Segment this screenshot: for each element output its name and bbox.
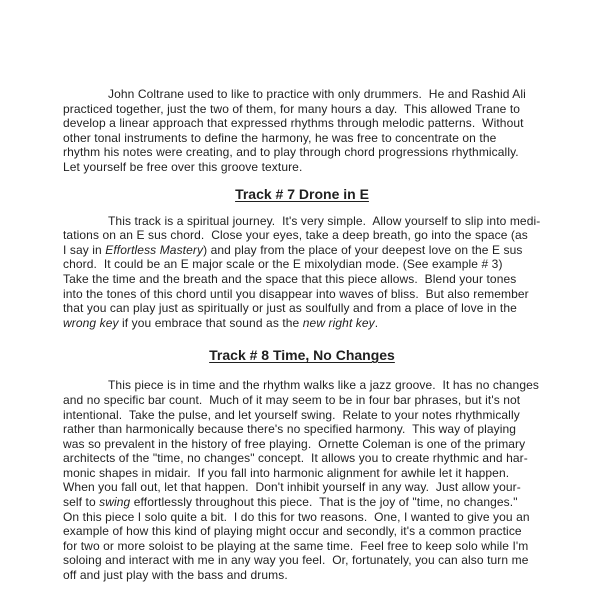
text-line: [63, 301, 541, 316]
text-segment: architects of the "time, no changes" concept. It allows you to create rhythmic and har-: [63, 451, 528, 466]
text-line: [63, 145, 541, 160]
text-segment: off and just play with the bass and drums.: [63, 568, 288, 583]
text-segment: for two or more soloist to be playing at the same time. Feel free to keep solo while I'm: [63, 538, 529, 553]
text-line: [63, 480, 541, 495]
text-line: [63, 451, 541, 466]
text-segment: example of how this kind of playing might occur and secondly, it's a common practice: [63, 524, 522, 539]
text-line: [63, 378, 541, 393]
text-line: [63, 228, 541, 243]
text-line: [63, 466, 541, 481]
text-segment: swing: [99, 495, 131, 510]
text-segment: John Coltrane used to like to practice with only drummers. He and Rashid Ali: [108, 87, 526, 101]
text-line: [63, 87, 541, 102]
text-segment: into the tones of this chord until you disappear into waves of bliss. But also remember: [63, 286, 529, 301]
text-line: [63, 316, 541, 331]
text-line: [63, 214, 541, 229]
text-segment: wrong key: [63, 315, 119, 330]
text-line: [63, 510, 541, 525]
text-segment: soloing and interact with me in any way you feel. Or, fortunately, you can also turn me: [63, 553, 529, 568]
text-line: [63, 408, 541, 423]
text-segment: monic shapes in midair. If you fall into harmonic alignment for awhile let it happen.: [63, 465, 510, 480]
text-line: [63, 568, 541, 583]
text-segment: I say in: [63, 242, 106, 257]
text-segment: other tonal instruments to define the harmony, he was free to concentrate on the: [63, 130, 497, 145]
text-segment: if you embrace that sound as the: [118, 315, 303, 330]
text-segment: effortlessly throughout this piece. That is the joy of "time, no changes.": [130, 495, 518, 510]
paragraph-coltrane-intro: [63, 87, 541, 175]
text-line: [63, 102, 541, 117]
text-line: [63, 160, 541, 175]
text-line: [63, 243, 541, 258]
text-segment: Take the time and the breath and the space that this piece allows. Blend your tones: [63, 271, 517, 286]
text-line: [63, 437, 541, 452]
text-line: [63, 393, 541, 408]
text-segment: practiced together, just the two of them, for many hours a day. This allowed Trane to: [63, 101, 521, 116]
document-content: [63, 87, 541, 583]
text-line: [63, 257, 541, 272]
heading-track-7: Track # 7 Drone in E: [235, 185, 369, 202]
text-segment: On this piece I solo quite a bit. I do this for two reasons. One, I wanted to give you an: [63, 509, 530, 524]
paragraph-track-7: [63, 214, 541, 331]
text-segment: tations on an E sus chord. Close your eyes, take a deep breath, go into the space (as: [63, 228, 528, 243]
text-line: [63, 272, 541, 287]
text-line: [63, 553, 541, 568]
text-line: [63, 287, 541, 302]
text-segment: .: [374, 315, 379, 330]
text-segment: self to: [63, 495, 100, 510]
text-segment: ) and play from the place of your deepest love on the E sus: [203, 242, 523, 257]
text-segment: and no specific bar count. Much of it may seem to be in four bar phrases, but it's not: [63, 392, 521, 407]
text-segment: new right key: [302, 315, 375, 330]
text-segment: This track is a spiritual journey. It's very simple. Allow yourself to slip into medi-: [108, 213, 541, 228]
paragraph-track-8: [63, 378, 541, 582]
text-line: [63, 116, 541, 131]
text-segment: This piece is in time and the rhythm walks like a jazz groove. It has no changes: [108, 378, 539, 393]
text-line: [63, 422, 541, 437]
text-line: [63, 539, 541, 554]
text-line: [63, 495, 541, 510]
text-line: [63, 131, 541, 146]
text-segment: rhythm his notes were creating, and to play through chord progressions rhythmically.: [63, 145, 519, 160]
text-segment: Effortless Mastery: [105, 242, 204, 257]
text-segment: develop a linear approach that expressed rhythms through melodic patterns. Without: [63, 116, 524, 131]
text-segment: intentional. Take the pulse, and let yourself swing. Relate to your notes rhythmically: [63, 407, 520, 422]
text-segment: rather than harmonically because there's no specified harmony. This way of playing: [63, 422, 517, 437]
text-segment: chord. It could be an E major scale or the E mixolydian mode. (See example # 3): [63, 257, 503, 272]
heading-track-8: Track # 8 Time, No Changes: [209, 347, 395, 364]
text-line: [63, 524, 541, 539]
text-segment: that you can play just as spiritually or just as soulfully and from a place of love in the: [63, 301, 517, 316]
text-segment: Let yourself be free over this groove texture.: [63, 159, 303, 174]
text-segment: When you fall out, let that happen. Don't inhibit yourself in any way. Just allow your-: [63, 480, 521, 495]
text-segment: was so prevalent in the history of free playing. Ornette Coleman is one of the primary: [63, 436, 526, 451]
